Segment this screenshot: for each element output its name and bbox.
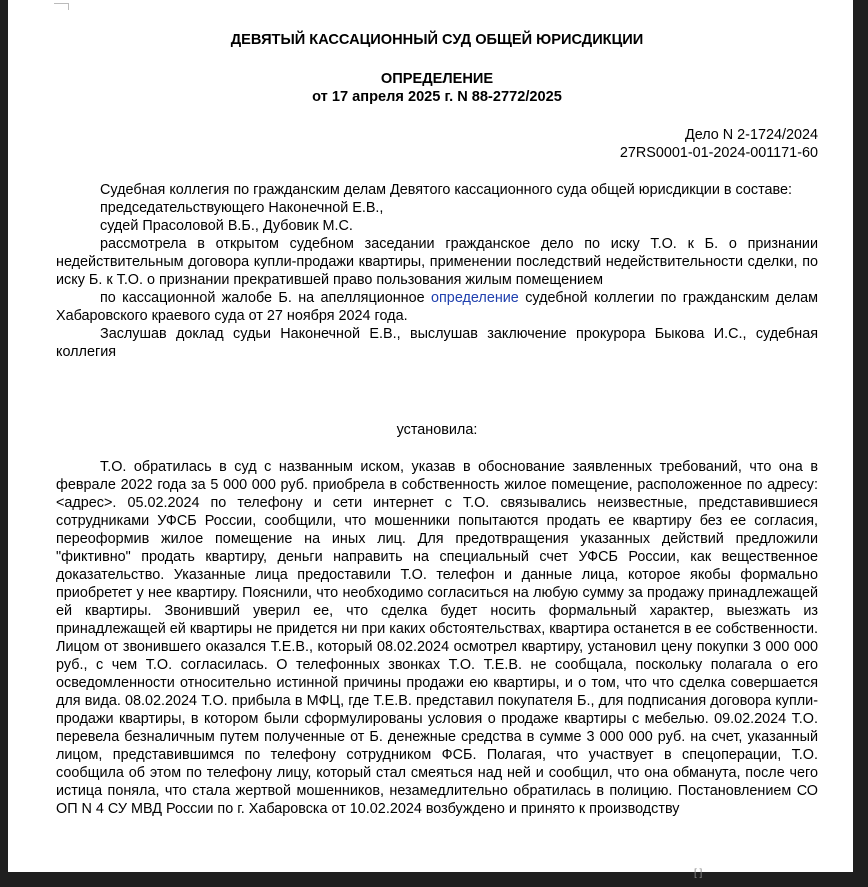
court-name: ДЕВЯТЫЙ КАССАЦИОННЫЙ СУД ОБЩЕЙ ЮРИСДИКЦИИ xyxy=(230,32,644,48)
case-identifier: 27RS0001-01-2024-001171-60 xyxy=(619,145,818,161)
document-date: от 17 апреля 2025 г. N 88-2772/2025 xyxy=(312,89,562,105)
intro-paragraph-case: рассмотрела в открытом судебном заседании гражданское дело по иску Т.О. к Б. о признании недействительным договора купли-продажи квартиры, применении последствий недействительности сделки, по иску Б. к Т.О. о признании прекратившей право пользования жилым помещением xyxy=(56,236,818,288)
intro-paragraph-appeal xyxy=(56,289,818,325)
page-scroll-mark: [ ] xyxy=(694,868,703,879)
appeal-text-after: судебной коллегии по гражданским делам Хабаровского краевого суда от 27 ноября 2024 года. xyxy=(56,290,818,324)
section-heading-established: установила: xyxy=(396,422,478,438)
intro-paragraph-panel: Судебная коллегия по гражданским делам Девятого кассационного суда общей юрисдикции в составе: xyxy=(100,182,792,198)
appeal-text-before: по кассационной жалобе Б. на апелляционное xyxy=(100,290,432,306)
intro-paragraph-hearing: Заслушав доклад судьи Наконечной Е.В., выслушав заключение прокурора Быкова И.С., судебная коллегия xyxy=(56,326,818,360)
ruling-link[interactable]: определение xyxy=(431,290,519,306)
intro-paragraph-chair: председательствующего Наконечной Е.В., xyxy=(100,200,384,216)
body-paragraph: Т.О. обратилась в суд с названным иском, указав в обоснование заявленных требований, что она в феврале 2022 года за 5 000 000 руб. приобрела в собственность жилое помещение, расположенное по адресу: <адрес>. 05.02.2024 по телефону и сети интернет с Т.О. связывались неизвестные, представившиеся сотрудниками УФСБ России, сообщили, что мошенники попытаются продать ее квартиру без ее согласия, переоформив жилое помещение на иных лиц. Для предотвращения указанных действий предложили "фиктивно" продать квартиру, деньги направить на специальный счет УФСБ России, как вещественное доказательство. Указанные лица предоставили Т.О. телефон и данные лица, которое якобы формально приобретет у нее квартиру. Пояснили, что необходимо согласиться на любую сумму за продажу принадлежащей ей квартиры. Звонивший уверил ее, что сделка будет носить формальный характер, выезжать из принадлежащей ей квартиры не придется ни при каких обстоятельствах, квартира останется в ее собственности. Лицом от звонившего оказался Т.Е.В., который 08.02.2024 осмотрел квартиру, установил цену покупки 3 000 000 руб., с чем Т.О. согласилась. О телефонных звонках Т.О. Т.Е.В. не сообщала, поскольку полагала о его осведомленности относительно истинной причины продажи ею квартиры, и о том, что что сделка совершается для вида. 08.02.2024 Т.О. прибыла в МФЦ, где Т.Е.В. представил покупателя Б., для подписания договора купли-продажи квартиры, в котором были сформулированы условия о продаже квартиры с мебелью. 09.02.2024 Т.О. перевела безналичным путем полученные от Б. денежные средства в сумме 3 000 000 руб. на счет, указанный лицом, представившимся по телефону сотрудником ФСБ. Полагая, что участвует в спецоперации, Т.О. сообщила об этом по телефону лицу, который стал смеяться над ней и сообщил, что она обманута, после чего истица поняла, что стала жертвой мошенников, незамедлительно обратилась в полицию. Постановлением СО ОП N 4 СУ МВД России по г. Хабаровска от 10.02.2024 возбуждено и принято к производству xyxy=(56,459,818,817)
document-page xyxy=(8,0,853,872)
document-type: ОПРЕДЕЛЕНИЕ xyxy=(380,71,494,87)
intro-paragraph-judges: судей Прасоловой В.Б., Дубовик М.С. xyxy=(100,218,353,234)
page-corner-mark xyxy=(54,3,69,10)
case-number: Дело N 2-1724/2024 xyxy=(684,127,818,143)
intro-section xyxy=(56,181,818,361)
body-section xyxy=(56,458,818,818)
